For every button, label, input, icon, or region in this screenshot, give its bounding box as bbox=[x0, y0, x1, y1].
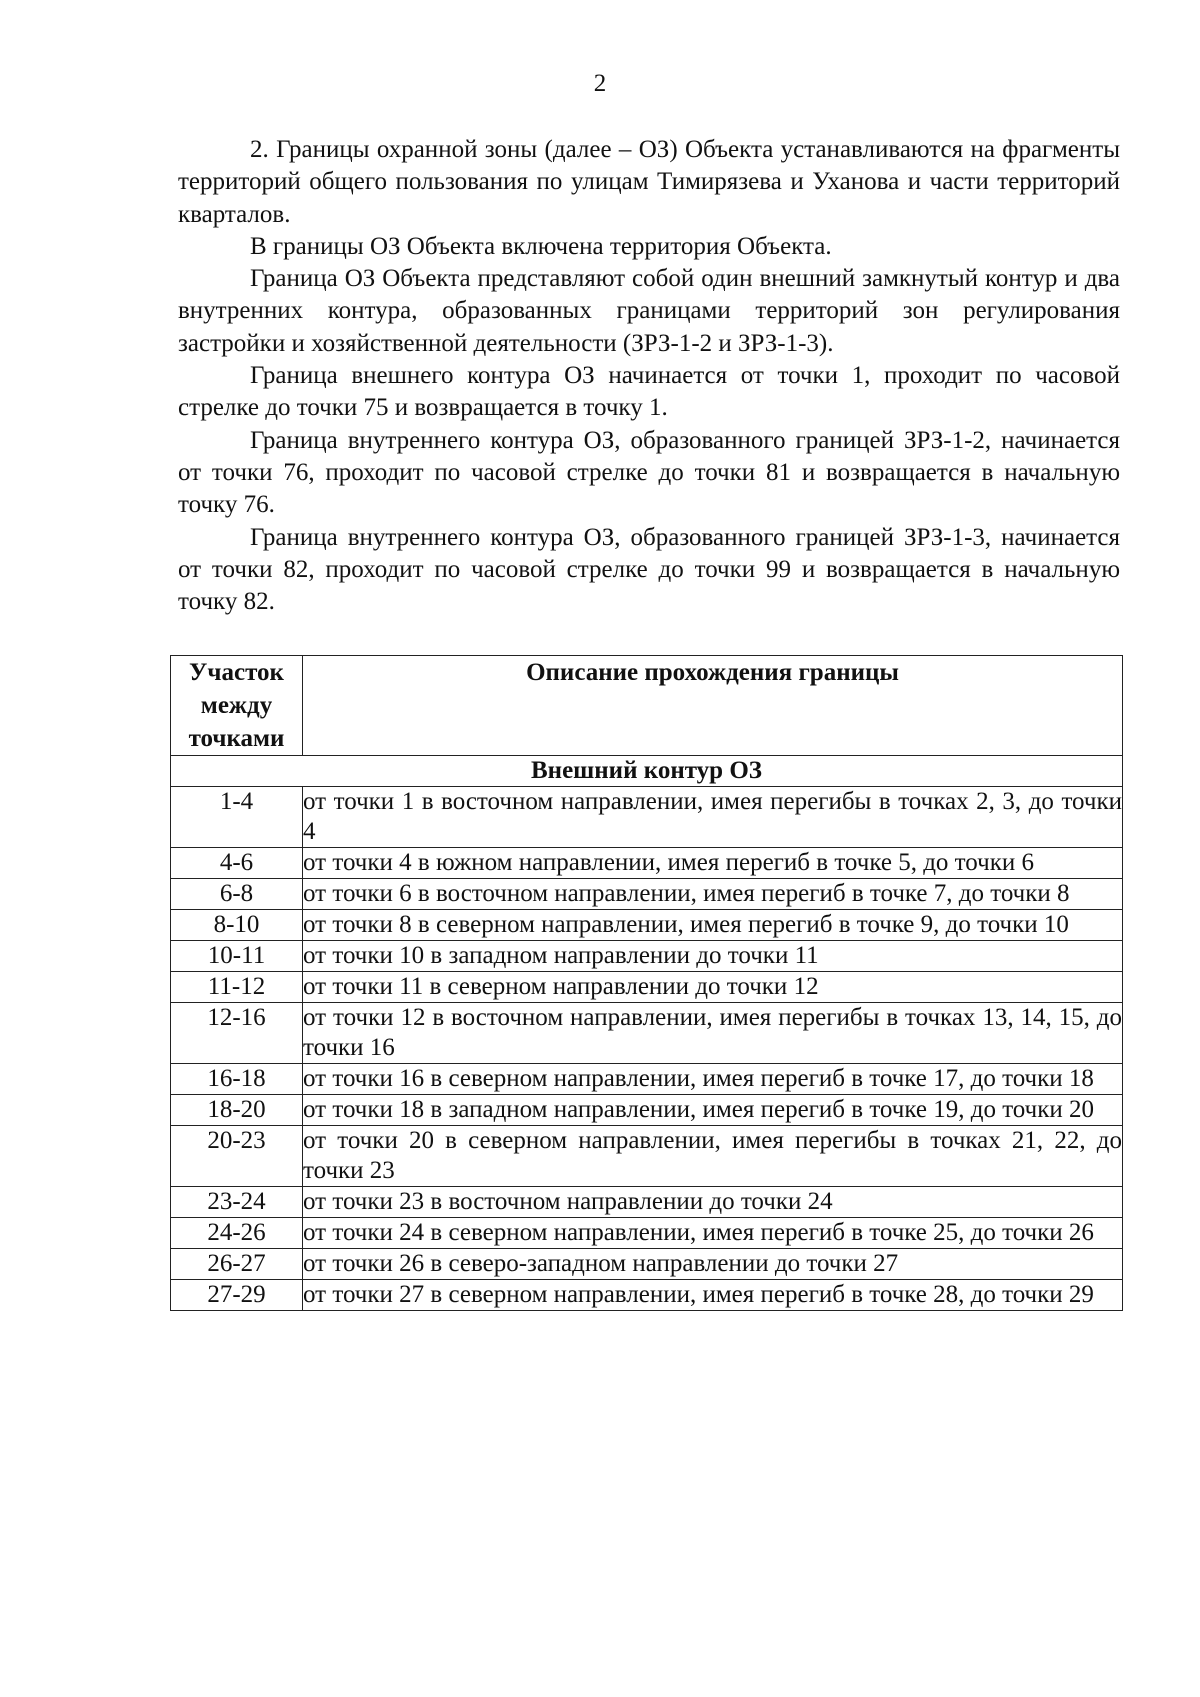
table-row bbox=[171, 1280, 1123, 1311]
table-row bbox=[171, 941, 1123, 972]
section-row bbox=[171, 756, 1123, 787]
paragraph: В границы ОЗ Объекта включена территория Объекта. bbox=[250, 232, 832, 260]
segment-cell: 20-23 bbox=[171, 1126, 303, 1187]
table-row bbox=[171, 1187, 1123, 1218]
segment-cell: 18-20 bbox=[171, 1095, 303, 1126]
description-cell: от точки 24 в северном направлении, имея перегиб в точке 25, до точки 26 bbox=[303, 1218, 1123, 1249]
paragraph: Граница внутреннего контура ОЗ, образованного границей ЗРЗ-1-2, начинается от точки 76, проходит по часовой стрелке до точки 81 и возвращается в начальную точку 76. bbox=[178, 426, 1120, 519]
table-row bbox=[171, 910, 1123, 941]
section-title: Внешний контур ОЗ bbox=[171, 756, 1123, 787]
description-cell: от точки 20 в северном направлении, имея перегибы в точках 21, 22, до точки 23 bbox=[303, 1126, 1123, 1187]
table-row bbox=[171, 1249, 1123, 1280]
table-row bbox=[171, 848, 1123, 879]
description-cell: от точки 27 в северном направлении, имея перегиб в точке 28, до точки 29 bbox=[303, 1280, 1123, 1311]
segment-cell: 26-27 bbox=[171, 1249, 303, 1280]
page-number: 2 bbox=[593, 70, 607, 97]
description-cell: от точки 4 в южном направлении, имея перегиб в точке 5, до точки 6 bbox=[303, 848, 1123, 879]
description-cell: от точки 16 в северном направлении, имея перегиб в точке 17, до точки 18 bbox=[303, 1064, 1123, 1095]
segment-cell: 12-16 bbox=[171, 1003, 303, 1064]
segment-cell: 8-10 bbox=[171, 910, 303, 941]
description-cell: от точки 26 в северо-западном направлении до точки 27 bbox=[303, 1249, 1123, 1280]
header-segment: Участок между точками bbox=[171, 656, 303, 756]
description-cell: от точки 11 в северном направлении до точки 12 bbox=[303, 972, 1123, 1003]
boundary-table bbox=[170, 655, 1123, 1311]
description-cell: от точки 1 в восточном направлении, имея перегибы в точках 2, 3, до точки 4 bbox=[303, 787, 1123, 848]
body-text bbox=[178, 134, 1120, 618]
table-header-row bbox=[171, 656, 1123, 756]
table-row bbox=[171, 787, 1123, 848]
segment-cell: 27-29 bbox=[171, 1280, 303, 1311]
description-cell: от точки 12 в восточном направлении, имея перегибы в точках 13, 14, 15, до точки 16 bbox=[303, 1003, 1123, 1064]
segment-cell: 16-18 bbox=[171, 1064, 303, 1095]
segment-cell: 1-4 bbox=[171, 787, 303, 848]
description-cell: от точки 10 в западном направлении до точки 11 bbox=[303, 941, 1123, 972]
description-cell: от точки 6 в восточном направлении, имея перегиб в точке 7, до точки 8 bbox=[303, 879, 1123, 910]
segment-cell: 11-12 bbox=[171, 972, 303, 1003]
table-row bbox=[171, 972, 1123, 1003]
header-description: Описание прохождения границы bbox=[303, 656, 1123, 756]
paragraph: Граница внутреннего контура ОЗ, образованного границей ЗРЗ-1-3, начинается от точки 82, проходит по часовой стрелке до точки 99 и возвращается в начальную точку 82. bbox=[178, 523, 1120, 616]
segment-cell: 6-8 bbox=[171, 879, 303, 910]
segment-cell: 23-24 bbox=[171, 1187, 303, 1218]
description-cell: от точки 18 в западном направлении, имея перегиб в точке 19, до точки 20 bbox=[303, 1095, 1123, 1126]
table-row bbox=[171, 879, 1123, 910]
segment-cell: 4-6 bbox=[171, 848, 303, 879]
table-row bbox=[171, 1218, 1123, 1249]
table-row bbox=[171, 1003, 1123, 1064]
table-row bbox=[171, 1126, 1123, 1187]
paragraph: Граница внешнего контура ОЗ начинается от точки 1, проходит по часовой стрелке до точки 75 и возвращается в точку 1. bbox=[178, 362, 1120, 422]
table-row bbox=[171, 1064, 1123, 1095]
table-row bbox=[171, 1095, 1123, 1126]
description-cell: от точки 23 в восточном направлении до точки 24 bbox=[303, 1187, 1123, 1218]
paragraph: Граница ОЗ Объекта представляют собой один внешний замкнутый контур и два внутренних контура, образованных границами территорий зон регулирования застройки и хозяйственной деятельности (ЗРЗ-1-2 и ЗРЗ-1-3). bbox=[178, 265, 1120, 357]
segment-cell: 10-11 bbox=[171, 941, 303, 972]
segment-cell: 24-26 bbox=[171, 1218, 303, 1249]
description-cell: от точки 8 в северном направлении, имея перегиб в точке 9, до точки 10 bbox=[303, 910, 1123, 941]
paragraph: 2. Границы охранной зоны (далее – ОЗ) Объекта устанавливаются на фрагменты территорий общего пользования по улицам Тимирязева и Уханова и части территорий кварталов. bbox=[178, 136, 1120, 228]
